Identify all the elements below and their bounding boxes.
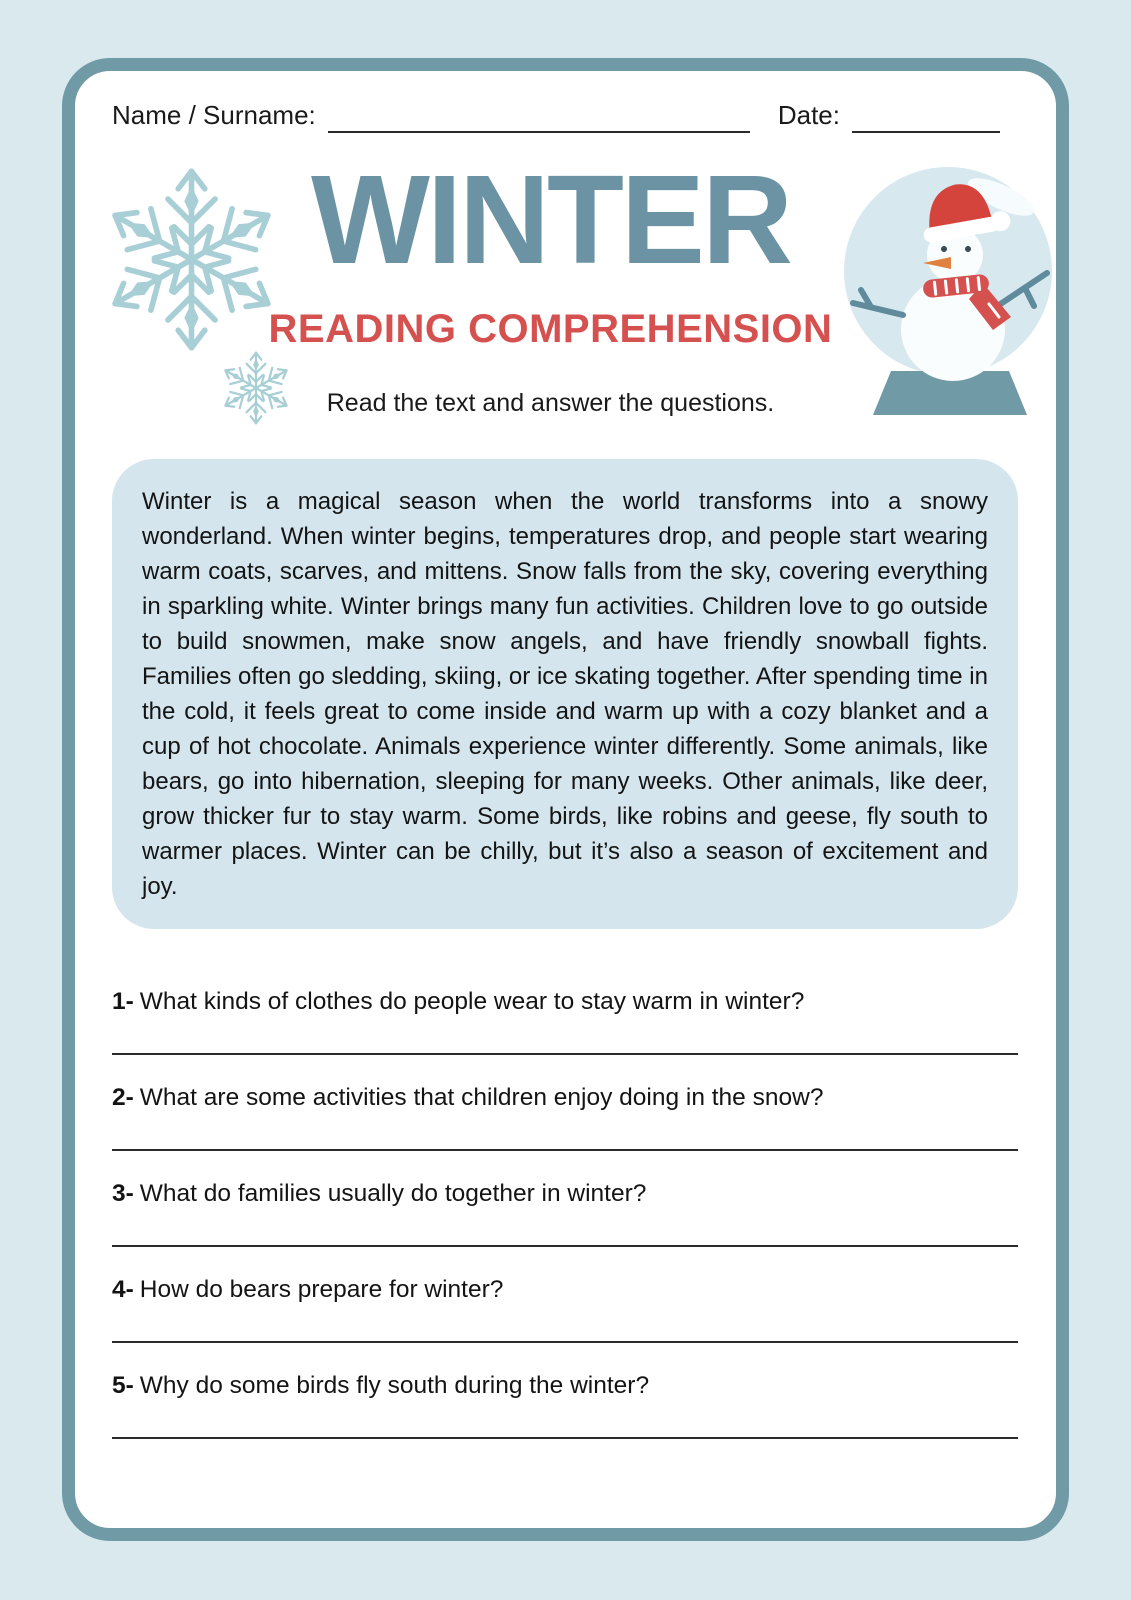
question-text [112,1083,1018,1113]
question-label: Why do some birds fly south during the winter? [139,1372,650,1399]
answer-write-in-line[interactable] [112,1245,1018,1247]
question-text [112,1179,1018,1209]
instruction-text: Read the text and answer the questions. [326,389,775,417]
question-item-1 [112,987,1018,1083]
answer-write-in-line[interactable] [112,1437,1018,1439]
question-label: What do families usually do together in winter? [139,1180,647,1207]
questions-section [112,987,1018,1467]
question-item-2 [112,1083,1018,1179]
date-label: Date: [777,100,840,130]
question-item-4 [112,1275,1018,1371]
question-label: What are some activities that children enjoy doing in the snow? [139,1084,824,1111]
date-write-in-line[interactable] [852,97,1000,133]
name-label: Name / Surname: [112,100,316,130]
header-row [112,97,1000,133]
question-text [112,1275,1018,1305]
question-number: 4- [112,1276,134,1303]
worksheet-title: WINTER [311,149,790,290]
reading-passage: Winter is a magical season when the world transforms into a snowy wonderland. When winter begins, temperatures drop, and people start wearing warm coats, scarves, and mittens. Snow falls from the sky, covering everything in sparkling white. Winter brings many fun activities. Children love to go outside to build snowmen, make snow angels, and have friendly snowball fights. Families often go sledding, skiing, or ice skating together. After spending time in the cold, it feels great to come inside and warm up with a cozy blanket and a cup of hot chocolate. Animals experience winter differently. Some animals, like bears, go into hibernation, sleeping for many weeks. Other animals, like deer, grow thicker fur to stay warm. Some birds, like robins and geese, fly south to warmer places. Winter can be chilly, but it’s also a season of excitement and joy. [112,459,1018,929]
question-number: 5- [112,1372,134,1399]
question-label: How do bears prepare for winter? [139,1276,504,1303]
worksheet-subtitle: READING COMPREHENSION [268,307,833,351]
question-label: What kinds of clothes do people wear to stay warm in winter? [139,988,805,1015]
answer-write-in-line[interactable] [112,1053,1018,1055]
question-number: 2- [112,1084,134,1111]
question-item-3 [112,1179,1018,1275]
worksheet-card [62,58,1069,1541]
name-write-in-line[interactable] [328,97,750,133]
answer-write-in-line[interactable] [112,1149,1018,1151]
question-text [112,1371,1018,1401]
question-text [112,987,1018,1017]
answer-write-in-line[interactable] [112,1341,1018,1343]
question-item-5 [112,1371,1018,1467]
question-number: 1- [112,988,134,1015]
question-number: 3- [112,1180,134,1207]
